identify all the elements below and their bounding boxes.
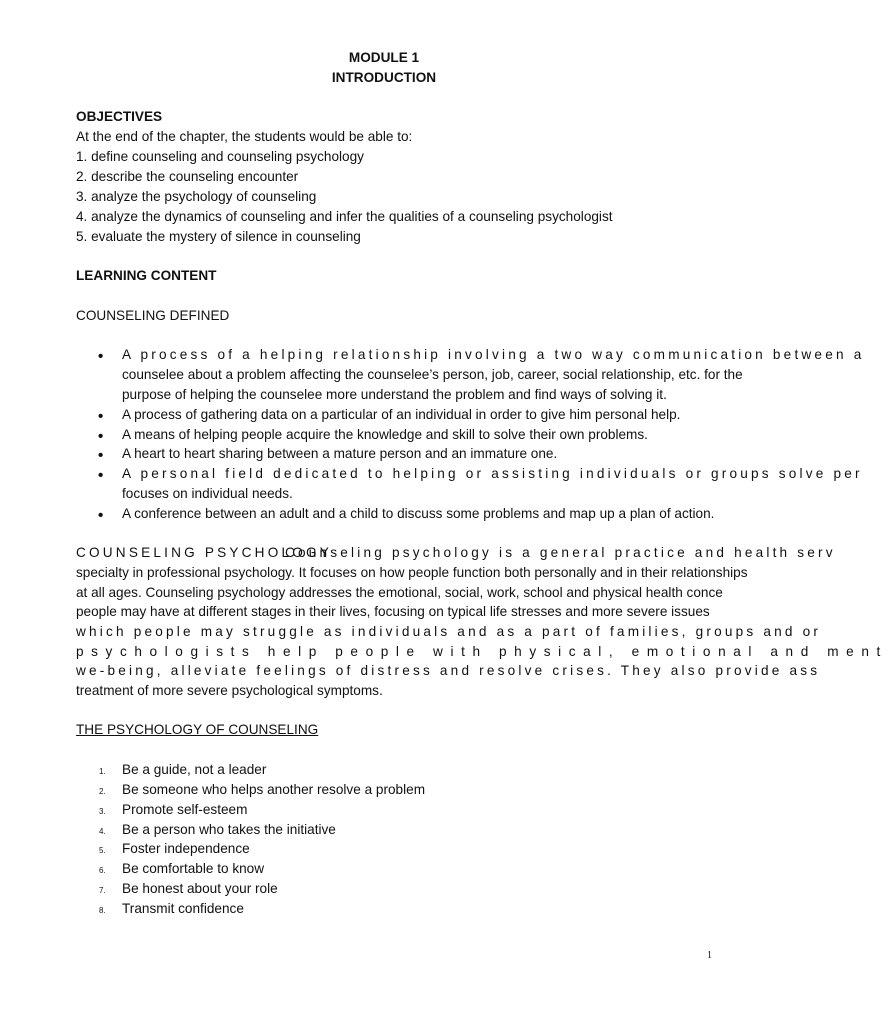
paragraph-line: people may have at different stages in their lives, focusing on typical life stresses and more severe issues [76, 604, 710, 619]
page-number: 1 [707, 950, 712, 961]
list-item: Be a person who takes the initiative [122, 822, 336, 837]
list-item: Be comfortable to know [122, 861, 265, 876]
list-number: 8. [99, 906, 106, 915]
module-title: INTRODUCTION [331, 70, 437, 85]
paragraph-line: at all ages. Counseling psychology addresses the emotional, social, work, school and physical health conce [76, 585, 723, 600]
list-item: Promote self-esteem [122, 802, 248, 817]
definition-line: A conference between an adult and a child to discuss some problems and map up a plan of action. [122, 506, 715, 521]
counseling-defined-heading: COUNSELING DEFINED [76, 308, 230, 323]
definition-line: focuses on individual needs. [122, 486, 293, 501]
definition-line: A heart to heart sharing between a mature person and an immature one. [122, 446, 558, 461]
paragraph-line: we-being, alleviate feelings of distress and resolve crises. They also provide ass [76, 663, 821, 678]
list-item: Be honest about your role [122, 881, 278, 896]
definition-line: A process of gathering data on a particular of an individual in order to give him personal help. [122, 407, 681, 422]
list-number: 1. [99, 767, 106, 776]
learning-content-heading: LEARNING CONTENT [76, 268, 217, 283]
bullet-icon: • [98, 348, 104, 365]
bullet-icon: • [98, 428, 104, 445]
counseling-psychology-heading: COUNSELING PSYCHOLOGY [76, 545, 333, 560]
objective-item: 5. evaluate the mystery of silence in counseling [76, 229, 361, 244]
definition-line: A personal field dedicated to helping or assisting individuals or groups solve per [122, 466, 863, 481]
list-item: Be a guide, not a leader [122, 762, 267, 777]
objective-item: 2. describe the counseling encounter [76, 169, 299, 184]
list-item: Be someone who helps another resolve a problem [122, 782, 426, 797]
definition-line: counselee about a problem affecting the counselee’s person, job, career, social relationship, etc. for the [122, 367, 743, 382]
paragraph-line: which people may struggle as individuals and as a part of families, groups and or [76, 624, 822, 639]
list-number: 4. [99, 827, 106, 836]
module-label: MODULE 1 [348, 50, 420, 65]
list-item: Foster independence [122, 841, 250, 856]
bullet-icon: • [98, 447, 104, 464]
bullet-icon: • [98, 507, 104, 524]
objective-item: 1. define counseling and counseling psychology [76, 149, 364, 164]
objective-item: 3. analyze the psychology of counseling [76, 189, 317, 204]
list-item: Transmit confidence [122, 901, 244, 916]
paragraph-line: Counseling psychology is a general practice and health serv [285, 545, 836, 560]
bullet-icon: • [98, 408, 104, 425]
objectives-heading: OBJECTIVES [76, 109, 163, 124]
list-number: 3. [99, 807, 106, 816]
paragraph-line: psychologists help people with physical, emotional and ment [76, 644, 888, 659]
objective-item: 4. analyze the dynamics of counseling and infer the qualities of a counseling psychologist [76, 209, 613, 224]
paragraph-line: specialty in professional psychology. It focuses on how people function both personally and in their relationships [76, 565, 748, 580]
list-number: 6. [99, 866, 106, 875]
list-number: 5. [99, 846, 106, 855]
objectives-intro: At the end of the chapter, the students would be able to: [76, 129, 413, 144]
bullet-icon: • [98, 467, 104, 484]
counseling-psychology-paragraph [76, 546, 836, 560]
list-number: 2. [99, 787, 106, 796]
list-number: 7. [99, 886, 106, 895]
psychology-of-counseling-heading: THE PSYCHOLOGY OF COUNSELING [76, 722, 319, 737]
definition-line: purpose of helping the counselee more understand the problem and find ways of solving it. [122, 387, 667, 402]
paragraph-line: treatment of more severe psychological symptoms. [76, 683, 383, 698]
definition-line: A process of a helping relationship involving a two way communication between a [122, 347, 865, 362]
definition-line: A means of helping people acquire the knowledge and skill to solve their own problems. [122, 427, 648, 442]
